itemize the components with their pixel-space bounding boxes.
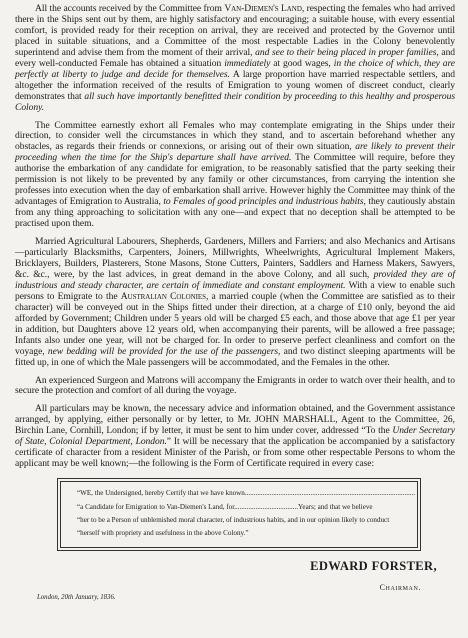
- italic-text-run: are likely to prevent their proceeding when the time for the Ship's departure shall have arrived.: [15, 141, 456, 164]
- italic-text-run: to Females of good principles and industrious habits: [163, 196, 364, 208]
- certificate-line: “herself with propriety and usefulness in the above Colony.”: [77, 529, 249, 538]
- signatory-title: Chairman.: [379, 582, 421, 592]
- text-run: , and two distinct sleeping apartments will be fitted up, in one of which the Male passengers will be accommodated, and the Females in the other.: [15, 345, 455, 368]
- text-run: All particulars may be known, the necessary advice and information obtained, and the Government assistance arranged, by applying, either personally or by letter, to Mr. JOHN MARSHALL, Agent to the Committee, 26, Birchin Lane, Cornhill, London; if by letter, it must be sent to him under cover, addressed “To the: [15, 403, 455, 437]
- certificate-form: [57, 478, 421, 551]
- italic-text-run: all such have importantly benefitted their condition by proceeding to this healthy and prosperous Colony.: [15, 90, 455, 113]
- text-run: The Committee earnestly exhort all Females who may contemplate emigrating in the Ships under their direction, to consider well the circumstances in which they stand, and to ascertain beforehand whether any obstacles, as regards their friends or connexions, or arising out of their own situation,: [15, 119, 455, 153]
- paragraph-application-instructions: [15, 404, 455, 470]
- paragraph-labourers-and-passage: [15, 237, 455, 368]
- certificate-line: “WE, the Undersigned, hereby Certify that we have known................................................................................................: [77, 489, 416, 498]
- text-run: With a view to enable such persons to Emigrate to the: [15, 279, 455, 302]
- italic-text-run: provided they are of industrious and steady character, are certain of immediate and constant employment.: [15, 268, 455, 291]
- text-run: , respecting the females who had arrived there in the Ships sent out by them, are highly satisfactory and encouraging; a suitable house, with every essential comfort, is provided ready for their reception on arrival, they are received and protected by the Governor until placed in suitable situations, and a Committee of the most respectable Ladies in the Colony benevolently superintend and advise them from the moment of their arrival,: [15, 3, 456, 58]
- text-run: A large proportion have married respectable settlers, and altogether the information received of the results of Emigration to young women of discreet conduct, clearly demonstrates that: [15, 68, 455, 102]
- italic-text-run: immediately: [224, 57, 271, 69]
- italic-text-run: Under Secretary of State, Colonial Department, London.: [15, 425, 455, 448]
- text-run: An experienced Surgeon and Matrons will accompany the Emigrants in order to watch over their health, and to secure the protection and comfort of all during the voyage.: [15, 374, 455, 397]
- certificate-line: “her to be a Person of unblemished moral character, of industrious habits, and in our opinion likely to conduct: [77, 515, 390, 524]
- signature-block: [15, 559, 455, 621]
- notice-date: London, 20th January, 1836.: [37, 593, 116, 601]
- text-run: The Committee will require, before they authorise the embarkation of any candidate for emigration, to be reasonably satisfied that the party seeking their permission is not likely to be prevented by any family or other circumstances, from carrying the intention she professes into execution when the day of embarkation shall arrive. However highly the Committee may think of the advantages of Emigration to Australia,: [15, 152, 455, 208]
- italic-text-run: and see to their being placed in proper families: [255, 46, 437, 58]
- italic-text-run: new bedding will be provided for the use of the passengers: [47, 345, 279, 357]
- signatory-name: EDWARD FORSTER,: [310, 558, 437, 573]
- notice-body: [15, 4, 455, 470]
- certificate-form-inner: [60, 481, 418, 548]
- text-run: , they cautiously abstain from any thing approaching to solicitation with any one—and expect that no deception shall be attempted to be practised upon them.: [15, 196, 455, 230]
- paragraph-van-diemens-accounts: [15, 4, 455, 114]
- paragraph-committee-exhortation: [15, 121, 455, 231]
- text-run: , and every well-conducted Female has obtained a situation: [15, 46, 456, 69]
- italic-text-run: in the choice of which, they are perfectly at liberty to judge and decide for themselves.: [15, 57, 455, 80]
- certificate-line: “a Candidate for Emigration to Van-Diemen's Land, for....................................Years; and that we believe: [77, 502, 373, 511]
- small-caps-text-run: Australian Colonies: [120, 290, 206, 302]
- text-run: ” It will be necessary that the application be accompanied by a satisfactory certificate of character from a resident Minister of the Parish, or from some other respectable Persons to whom the applicant may be well known;—the following is the Form of Certificate required in every case:: [15, 436, 455, 470]
- small-caps-text-run: Van-Diemen's Land: [224, 3, 302, 14]
- text-run: at good wages,: [270, 57, 334, 69]
- text-run: , a married couple (when the Committee are satisfied as to their character) will be conveyed out in the Ships fitted under their direction, at a charge of £10 only, beyond the aid afforded by Government; Children under 5 years old will be charged £5 each, and those above that age £1 per year in addition, but Daughters above 12 years old, when accompanying their parents, will be allowed a free passage; Infants also under one year, will not be charged for. In order to preserve perfect cleanliness and comfort on the voyage,: [15, 290, 455, 357]
- text-run: All the accounts received by the Committee from: [35, 3, 225, 14]
- paragraph-surgeon-and-matrons: [15, 376, 455, 398]
- text-run: Married Agricultural Labourers, Shepherds, Gardeners, Millers and Farriers; and also Mechanics and Artisans—particularly Blacksmiths, Carpenters, Joiners, Millwrights, Wheelwrights, Agricultural Implement Makers, Bricklayers, Builders, Plasterers, Stone Masons, Stone Cutters, Painters, Saddlers and Harness Makers, Sawyers, &c. &c., were, by the last advices, in great demand in the above Colony, and all such,: [15, 236, 455, 280]
